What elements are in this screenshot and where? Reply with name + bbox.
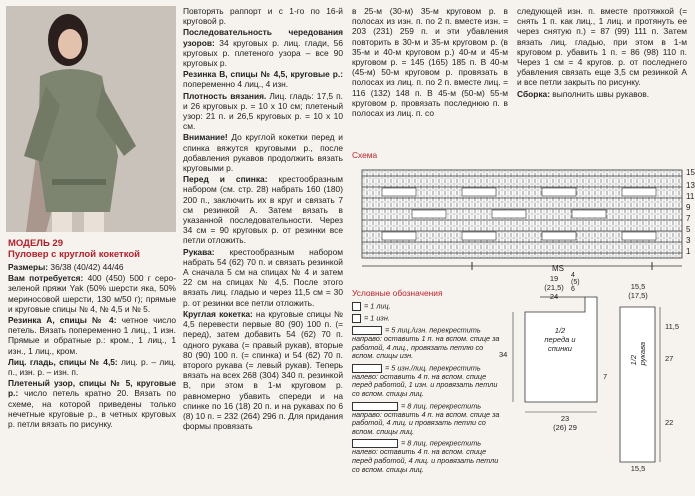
paragraph — [183, 27, 343, 68]
para-text: число петель кратно 20. Вязать по схеме, на которой приведены только нечетные круговые р., в четных круговых р. петли вязать по рисунку. — [8, 388, 176, 430]
paragraph — [183, 91, 343, 132]
sleeve-label: 1/2 рукава — [629, 342, 647, 366]
legend-item — [352, 314, 502, 323]
row-number: 5 — [686, 225, 691, 234]
para-text: на круговые спицы № 4,5 перевести первые 80 (90) 100 п. (= перед), затем добавить 54 (62) 70 п. одного рукава (= правый рукав), вторые 80 (90) 100 п. (= спинка) и 54 (62) 70 п. второго рукава (= левый рукав). Теперь вязать на всех 268 (304) 340 п. резинкой В, при этом в 1-м круговом р. равномерно убавить спереди и на спинке по 16 (18) 20 п. и на рукавах по 6 (8) 10 п. = 232 (264) 296 п. Для придания формы провязать — [183, 308, 343, 432]
para-text: Лиц. гладь: 17,5 п. и 26 круговых р. = 10 х 10 см; плетеный узор: 21 п. и 26,5 круговых р. = 10 х 10 см. — [183, 90, 343, 132]
model-title: МОДЕЛЬ 29 — [8, 238, 63, 249]
yoke-dim — [571, 272, 580, 293]
para-key: Внимание! — [183, 132, 228, 143]
para-key: Лиц. гладь, спицы № 4,5: — [8, 356, 118, 367]
scheme-title: Схема — [352, 150, 378, 160]
row-number: 11 — [686, 192, 695, 201]
knit-symbol-icon — [352, 302, 361, 311]
row-number: 13 — [686, 181, 695, 190]
model-illustration — [6, 6, 176, 232]
dim-text: (21,5) — [544, 283, 564, 292]
para-text: четное число петель. Вязать попеременно 1 лиц., 1 изн. Прямые и обратные р.: кром., 1 лиц., 1 изн., 1 лиц., кром. — [8, 315, 177, 356]
row-number: 7 — [686, 214, 691, 223]
text-column-1 — [8, 262, 176, 430]
purl-symbol-icon — [352, 314, 361, 323]
model-heading — [8, 238, 140, 260]
para-text: выполнить швы рукавов. — [549, 88, 650, 99]
legend — [352, 302, 502, 477]
legend-text: = 1 изн. — [364, 313, 390, 323]
body-top-dim — [539, 274, 569, 301]
para-text: До круглой кокетки перед и спинка вяжутся круговыми р., после добавления рукавов продолжить вязать круговыми р. — [183, 132, 343, 174]
dim-text: 15,5 — [630, 282, 646, 291]
dim-text: (17,5) — [628, 291, 648, 300]
paragraph — [8, 315, 176, 356]
pattern-shapes — [505, 262, 690, 492]
para-key: Вам потребуется: — [8, 273, 84, 284]
dim-text: 24 — [549, 292, 559, 301]
sleeve-side-dim-2: 27 — [665, 354, 674, 363]
paragraph — [352, 6, 508, 118]
dim-text: 19 — [549, 274, 559, 283]
body-cuff-dim: 7 — [603, 372, 608, 381]
para-key: Резинка А, спицы № 4: — [8, 315, 117, 326]
paragraph — [183, 247, 343, 308]
row-number: 15 — [686, 168, 695, 177]
para-text: следующей изн. п. вместе протяжкой (= снять 1 п. как лиц., 1 лиц. и протянуть ее через снятую п.) = 87 (99) 111 п. Затем вязать лиц. гладью, при этом в 1-м круговом р. убавить 1 п. = 86 (98) 110 п. Через 1 см = 4 кругов. р. от последнего убавления связать еще 3,5 см резинкой А и все петли закрыть по рисунку. — [517, 6, 687, 88]
legend-item — [352, 302, 502, 311]
para-text: Повторять раппорт и с 1-го по 16-й круговой р. — [183, 6, 343, 27]
text-column-3 — [352, 6, 508, 119]
para-key: Плетеный узор, спицы № 5, круговые р.: — [8, 378, 176, 399]
para-text: 36/38 (40/42) 44/46 — [48, 262, 124, 272]
paragraph — [183, 309, 343, 431]
model-subtitle: Пуловер с круглой кокеткой — [8, 249, 140, 260]
sleeve-side-dim-1: 11,5 — [665, 322, 680, 331]
para-key: Плотность вязания. — [183, 90, 267, 101]
paragraph — [183, 174, 343, 245]
dim-text: переда и спинки — [544, 335, 576, 353]
dim-text: 1/2 — [554, 326, 566, 335]
paragraph — [517, 89, 687, 99]
para-key: Круглая кокетка: — [183, 308, 253, 319]
sleeve-side-dim-3: 22 — [665, 418, 674, 427]
para-key: Последовательность чередования узоров: — [183, 27, 343, 48]
legend-item — [352, 439, 502, 474]
para-key: Сборка: — [517, 88, 550, 99]
text-column-2 — [183, 6, 343, 432]
paragraph — [183, 69, 343, 89]
sleeve-bottom-dim — [623, 464, 653, 473]
para-text: в 25-м (30-м) 35-м круговом р. в полосах из изн. п. по 2 п. вместе изн. = 203 (231) 259 п. и эти убавления повторить в 30-м и 35-м круговом р. (в 35-м и 40-м круговом р.) 40-м и 45-м круговом р. = 145 (165) 185 п. В 40-м (45-м) 50-м круговом р. провязать в полосах из лиц. п. по 2 п. вместе лиц. = 116 (132) 148 п. В 45-м (50-м) 55-м круговом р. провязать последнюю п. в полосах из лиц. п. со — [352, 6, 508, 119]
model-photo — [6, 6, 176, 232]
paragraph — [183, 6, 343, 26]
legend-text: = 1 лиц. — [364, 301, 391, 311]
legend-text: = 8 лиц. перекрестить налево: оставить 4 п. на вспом. спице перед работой, 4 лиц. и провязать петли со вспом. спицы лиц. — [352, 438, 499, 474]
dim-text: 23 — [560, 414, 570, 423]
row-number: 3 — [686, 236, 691, 245]
dim-text: 15,5 — [630, 464, 646, 473]
dim-text: 4 — [571, 272, 575, 279]
dim-text: 6 — [571, 286, 575, 293]
paragraph — [183, 132, 343, 173]
para-key: Перед и спинка: — [183, 174, 268, 185]
para-key: Рукава: — [183, 246, 215, 257]
legend-title: Условные обозначения — [352, 288, 443, 298]
legend-text: = 5 лиц./изн. перекрестить направо: оставить 1 п. на вспом. спице за работой, 4 лиц., провязать петлю со вспом. спицы изн. — [352, 325, 500, 361]
para-key: Резинка В, спицы № 4,5, круговые р.: — [183, 69, 343, 80]
para-text: лиц. р. – лиц. п., изн. р. – изн. п. — [8, 356, 177, 378]
paragraph — [8, 273, 176, 314]
row-number: 9 — [686, 203, 691, 212]
body-label — [535, 326, 585, 353]
paragraph — [8, 357, 176, 377]
para-text: попеременно 4 лиц., 4 изн. — [183, 79, 289, 90]
para-text: крестообразным набором набрать 54 (62) 70 п. и связать резинкой А сначала 5 см на спицах № 4 и затем 22 см на спицах № 4,5. После этого вязать лиц. гладью и через 11,5 см = 30 р. от резинки все петли отложить. — [183, 246, 343, 308]
dim-text: (5) — [571, 279, 580, 286]
row-number: 1 — [686, 247, 691, 256]
paragraph — [517, 6, 687, 88]
legend-item — [352, 326, 502, 361]
body-bottom-dim — [545, 414, 585, 432]
para-key: Размеры: — [8, 262, 49, 272]
body-side-dim: 34 — [499, 350, 508, 359]
para-text: 34 круговых р. лиц. глади, 56 круговых р. плетеного узора – все 90 круговых р. — [183, 37, 343, 69]
legend-text: = 8 лиц. перекрестить направо: оставить 4 п. на вспом. спице за работой, 4 лиц. и провязать петли со вспом. спицы лиц. — [352, 401, 500, 436]
paragraph — [8, 378, 176, 429]
para-text: крестообразным набором (см. стр. 28) набрать 160 (180) 200 п., заключить их в круг и связать 7 см резинкой А. Затем вязать в указанной последовательности. Через 34 см = 90 круговых р. от резинки все петли отложить. — [183, 174, 343, 246]
legend-item — [352, 364, 502, 399]
para-text: 400 (450) 500 г серо-зеленой пряжи Yak (50% шерсти яка, 50% мериносовой шерсти, 130 м/50 г); прямые и круговые спицы № 4, № 4,5 и № 5. — [8, 273, 176, 314]
legend-item — [352, 402, 502, 437]
paragraph — [8, 262, 176, 272]
legend-text: = 5 изн./лиц. перекрестить налево: оставить 4 п. на вспом. спице перед работой, 1 изн. и провязать петли со вспом. спицы лиц. — [352, 363, 498, 399]
text-column-4 — [517, 6, 687, 100]
ms-label: MS — [552, 264, 564, 273]
dim-text: (26) 29 — [553, 423, 577, 432]
sleeve-top-dim — [623, 282, 653, 300]
